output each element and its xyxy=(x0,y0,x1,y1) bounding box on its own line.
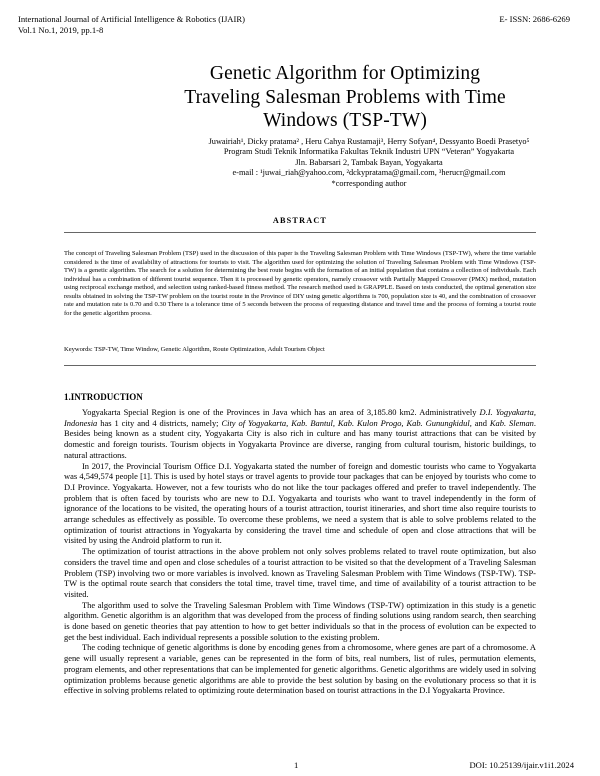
paragraph: The optimization of tourist attractions in the above problem not only solves problems related to travel route optimization, but also considers the travel time and open and close schedules of a tourist attraction to be visited so that the development of a Traveling Salesman Problem (TSP) involving two or more variables is involved. known as Traveling Salesman Problem with Time Windows (TSP-TW). TSP-TW is the optimal route search that considers the total time, travel time, travel time, and time of availability of a tourist attraction to be visited. xyxy=(64,546,536,599)
doi-link[interactable]: DOI: 10.25139/ijair.v1i1.2024 xyxy=(469,760,574,770)
page-number: 1 xyxy=(294,760,299,770)
author-email: e-mail : ¹juwai_riah@yahoo.com, ²dckypratama@gmail.com, ³herucr@gmail.com xyxy=(232,168,506,178)
abstract-heading: ABSTRACT xyxy=(272,216,328,225)
introduction-body xyxy=(64,407,536,696)
keywords: Keywords: TSP-TW, Time Window, Genetic Algorithm, Route Optimization, Adult Tourism Object xyxy=(64,346,325,353)
author-block xyxy=(150,137,588,189)
abstract-top-rule xyxy=(64,232,536,233)
journal-header xyxy=(18,14,245,36)
section-heading: 1.INTRODUCTION xyxy=(64,392,143,402)
paragraph: The algorithm used to solve the Traveling Salesman Problem with Time Windows (TSP-TW) optimization in this study is a genetic algorithm. Genetic algorithm is an algorithm that was developed from the process of finding solutions using random search, then searching is done based on genetic theories that pay attention to how to get better individuals so that in the process of evolution can be expected to get the best individual. Each individual represents a possible solution to the existing problem. xyxy=(64,599,536,642)
paragraph: In 2017, the Provincial Tourism Office D.I. Yogyakarta stated the number of foreign and domestic tourists who came to Yogyakarta was 4,549,574 people [1]. This is used by hotel stays or travel agents to provide tour packages that can be enjoyed by tourists who come to D.I Province. Yogyakarta. However, not a few tourists who do not like the tour packages offered and prefer to travel independently. The problem that is often faced by tourists who are new to D.I. Yogyakarta and tourists who want to travel independently in the form of ignorance of the locations to be visited, the operating hours of a tourist attraction, tourist itineraries, and short time also require tourists to arrange schedules as effectively as possible. To overcome these problems, we need a system that is able to solve problems related to the optimization of tourist attractions in Yogyakarta by considering the travel time and schedule of open and close attractions that will be visited by using the Android platform to run it. xyxy=(64,460,536,546)
abstract-bottom-rule xyxy=(64,365,536,366)
paper-title: Genetic Algorithm for Optimizing Traveling Salesman Problems with Time Windows (TSP-TW) xyxy=(184,63,506,131)
journal-name: International Journal of Artificial Intelligence & Robotics (IJAIR) xyxy=(18,14,245,24)
journal-volume: Vol.1 No.1, 2019, pp.1-8 xyxy=(18,25,104,35)
journal-issn: E- ISSN: 2686-6269 xyxy=(499,14,570,24)
paragraph: The coding technique of genetic algorithms is done by encoding genes from a chromosome, where genes are part of a chromosome. A gene will usually represent a variable, genes can be represented in the form of bits, real numbers, list of rules, permutation elements, program elements, and other representations that can be implemented for genetic algorithms. Genetic algorithms are widely used in solving optimization problems because genetic algorithms are able to provide the best solution by basing on the evolutionary process so that it is effective in solving problems related to optimizing route determination based on tourist attractions in the D.I Yogyakarta Province. xyxy=(64,642,536,696)
author-affiliation: Program Studi Teknik Informatika Fakultas Teknik Industri UPN “Veteran” Yogyakarta xyxy=(223,147,515,157)
paragraph: Yogyakarta Special Region is one of the Provinces in Java which has an area of 3,185.80 km2. Administratively D.I. Yogyakarta, Indonesia has 1 city and 4 districts, namely; City of Yogyakarta, Kab. Bantul, Kab. Kulon Progo, Kab. Gunungkidul, and Kab. Sleman. Besides being known as a student city, Yogyakarta City is also rich in culture and has many tourist attractions that can be visited by domestic and foreign tourists. Tourism objects in Yogyakarta Province are diverse, ranging from cultural tourism, historic buildings, to natural attractions. xyxy=(64,407,537,460)
abstract-text: The concept of Traveling Salesman Problem (TSP) used in the discussion of this paper is the Traveling Salesman Problem with Time Windows (TSP-TW), where the time variable considered is the time of availability of attractions for tourists to visit. The algorithm used for optimizing the solution of Traveling Salesman Problem with Time Windows (TSP-TW) is a genetic algorithm. The search for a solution for determining the best route begins with the formation of an initial population that contains a collection of individuals. Each individual has a combination of different tourist sequence. Then it is processed by genetic operators, namely crossover with Partially Mapped Crossover (PMX) method, mutation using reciprocal exchange method, and selection using ranked-based fitness method. The research method used is GRAPPLE. Based on tests conducted, the optimal generation size results obtained in solving the TSP-TW problem on the tourist route in the Province of DIY using genetic algorithms is 700, population size is 40, and the combination of crossover rate and mutation rate is 0.70 and 0.30 There is a tolerance time of 5 seconds between the process of requesting distance and travel time and the process of forming a tourist route for the genetic algorithm process. xyxy=(64,250,536,317)
corresponding-note: *corresponding author xyxy=(331,178,407,188)
author-names: Juwairiah¹, Dicky pratama² , Heru Cahya Rustamaji³, Herry Sofyan⁴, Dessyanto Boedi Prasetyo⁵ xyxy=(208,137,530,146)
author-address: Jln. Babarsari 2, Tambak Bayan, Yogyakarta xyxy=(295,157,443,167)
